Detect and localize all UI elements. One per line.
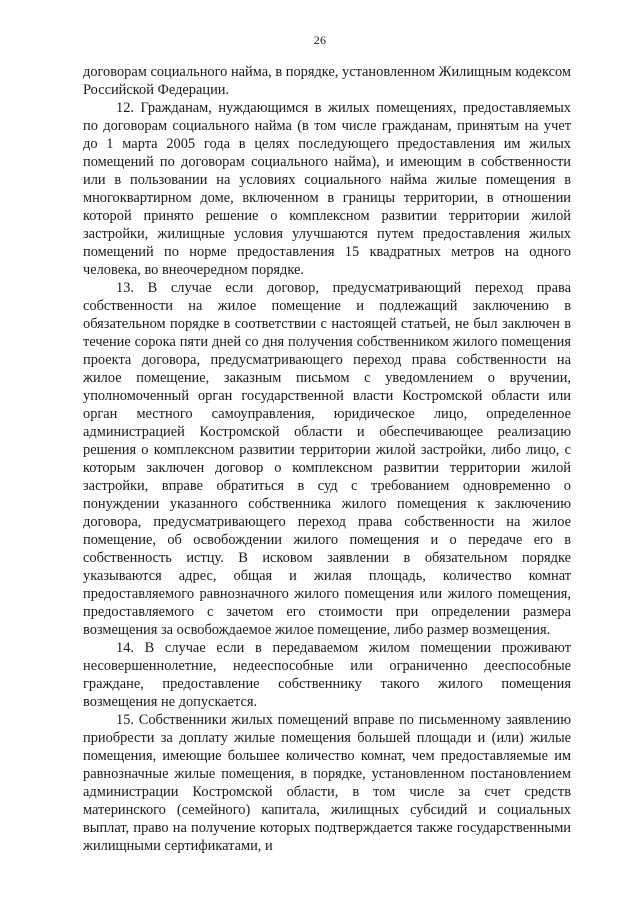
paragraph-item-14: 14. В случае если в передаваемом жилом помещении проживают несовершеннолетние, недееспособные или ограниченно дееспособные граждане, предоставление собственнику такого жилого помещения возмещения не допускается.	[83, 640, 571, 710]
document-body	[83, 63, 571, 855]
paragraph-continuation: договорам социального найма, в порядке, установленном Жилищным кодексом Российской Федерации.	[83, 64, 571, 98]
paragraph-item-12: 12. Гражданам, нуждающимся в жилых помещениях, предоставляемых по договорам социального найма (в том числе гражданам, принятым на учет до 1 марта 2005 года в целях последующего предоставления им жилых помещений по договорам социального найма), и имеющим в собственности или в пользовании на условиях социального найма жилые помещения в многоквартирном доме, включенном в границы территории, в отношении которой принято решение о комплексном развитии территории жилой застройки, жилищные условия улучшаются путем предоставления жилых помещений по норме предоставления 15 квадратных метров на одного человека, во внеочередном порядке.	[83, 100, 571, 278]
paragraph-item-13: 13. В случае если договор, предусматривающий переход права собственности на жилое помещение и подлежащий заключению в обязательном порядке в соответствии с настоящей статьей, не был заключен в течение сорока пяти дней со дня получения собственником жилого помещения проекта договора, предусматривающего переход права собственности на жилое помещение, заказным письмом с уведомлением о вручении, уполномоченный орган государственной власти Костромской области или орган местного самоуправления, юридическое лицо, определенное администрацией Костромской области и обеспечивающее реализацию решения о комплексном развитии территории жилой застройки, либо лицо, с которым заключен договор о комплексном развитии территории жилой застройки, вправе обратиться в суд с требованием одновременно о понуждении указанного собственника жилого помещения к заключению договора, предусматривающего переход права собственности на жилое помещение, об освобождении жилого помещения и о передаче его в собственность истцу. В исковом заявлении в обязательном порядке указываются адрес, общая и жилая площадь, количество комнат предоставляемого равнозначного жилого помещения или жилого помещения, предоставляемого с зачетом его стоимости при определении размера возмещения за освобождаемое жилое помещение, либо размер возмещения.	[83, 280, 571, 638]
page-number: 26	[313, 33, 327, 47]
paragraph-item-15: 15. Собственники жилых помещений вправе по письменному заявлению приобрести за доплату жилые помещения большей площади и (или) жилые помещения, имеющие большее количество комнат, чем предоставляемые им равнозначные жилые помещения, в порядке, установленном постановлением администрации Костромской области, в том числе за счет средств материнского (семейного) капитала, жилищных субсидий и социальных выплат, право на получение которых подтверждается также государственными жилищными сертификатами, и	[83, 712, 571, 854]
